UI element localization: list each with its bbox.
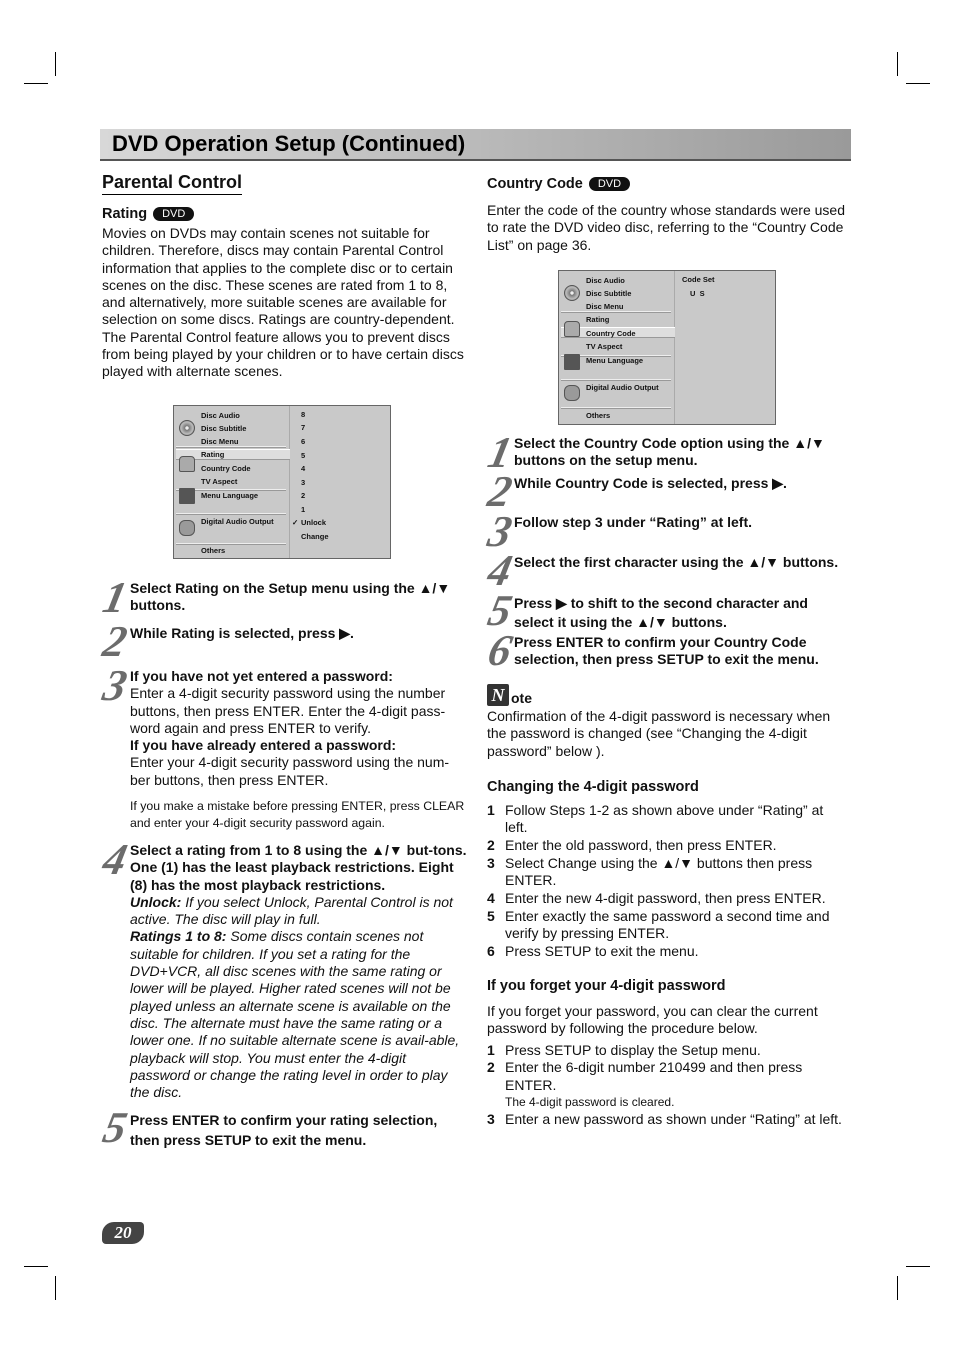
menu-separator [176,513,286,515]
menu-item-rating: Rating [201,450,225,459]
list-text: Select Change using the ▲/▼ buttons then press ENTER. [505,854,813,889]
left-column [102,170,466,381]
step-number: 5 [483,586,515,635]
list-number: 2 [487,836,495,853]
step-text: Select Rating on the Setup menu using the ▲/▼ buttons. [130,580,451,614]
change-password-heading: Changing the 4-digit password [487,778,699,795]
crop-mark [24,83,48,84]
step-number: 5 [98,1103,130,1152]
list-item [487,1059,847,1110]
menu-separator [561,407,671,409]
list-item [487,837,847,854]
list-text: Enter the new 4-digit password, then press ENTER. [505,889,826,906]
menu-separator [176,543,286,545]
menu-item-disc-audio: Disc Audio [201,411,240,420]
rating-option: 5 [301,451,306,460]
menu-item-tv-aspect: TV Aspect [586,342,623,351]
step-number: 3 [98,661,130,710]
section-title-parental-control: Parental Control [102,172,242,195]
country-code-menu-screenshot [558,270,776,425]
step-body [130,842,468,1101]
menu-separator [561,311,671,313]
rating-option: 1 [301,505,306,514]
dvd-badge: DVD [589,177,630,191]
list-item [487,943,847,960]
step-text: Select the first character using the ▲/▼ buttons. [514,554,839,570]
step-number: 2 [98,617,130,666]
forget-password-list [487,1042,847,1128]
menu-item-disc-subtitle: Disc Subtitle [586,289,632,298]
list-number: 4 [487,889,495,906]
menu-item-menu-language: Menu Language [586,356,644,365]
rating-option-change: Change [301,532,329,541]
list-item [487,908,847,943]
list-number: 5 [487,907,495,924]
menu-item-disc-menu: Disc Menu [586,302,624,311]
country-code-heading-text: Country Code [487,176,583,192]
note-label: ote [511,690,532,706]
unlock-paragraph [130,894,468,929]
list-number: 1 [487,1041,495,1058]
check-icon: ✓ [292,518,299,527]
note-text: Confirmation of the 4-digit password is necessary when the password is changed (see “Changing the 4-digit password” below ). [487,708,831,759]
crop-mark [897,52,898,76]
list-text: Enter exactly the same password a second time and verify by pressing ENTER. [505,907,830,941]
rating-option: 8 [301,410,306,419]
step-text: While Rating is selected, press ▶. [130,625,354,641]
step-text: Select a rating from 1 to 8 using the ▲/▼ but-tons. One (1) has the least playback restrictions. Eight (8) has the most playback restrictions. [130,842,467,893]
list-number: 6 [487,942,495,959]
page-number: 20 [102,1222,144,1244]
list-text: Enter a new password as shown under “Rating” at left. [505,1110,842,1127]
rating-option-unlock: Unlock [301,518,327,527]
crop-mark [897,1276,898,1300]
rating-menu-screenshot [173,405,391,559]
step-text: Follow step 3 under “Rating” at left. [514,514,753,530]
list-text: Press SETUP to display the Setup menu. [505,1041,761,1058]
crop-mark [906,83,930,84]
rating-heading-text: Rating [102,206,148,222]
list-text: Press SETUP to exit the menu. [505,942,699,959]
step-text: While Country Code is selected, press ▶. [514,475,787,491]
menu-item-disc-audio: Disc Audio [586,276,625,285]
step-subheading: If you have not yet entered a password: [130,668,393,684]
list-item [487,802,847,837]
menu-item-others: Others [586,411,611,420]
step-body [130,668,466,831]
dvd-badge: DVD [153,207,194,221]
menu-separator [176,446,286,448]
list-note: The 4-digit password is cleared. [505,1095,675,1110]
tv-icon [564,354,580,370]
step-text: Press ENTER to confirm your Country Code selection, then press SETUP to exit the menu. [514,634,819,668]
unlock-text: If you select Unlock, Parental Control is not active. The disc will play in full. [130,893,453,928]
crop-mark [55,52,56,76]
crop-mark [24,1266,48,1267]
menu-item-digital-audio-output: Digital Audio Output [586,383,659,392]
step-text: Press ENTER to confirm your rating selection, then press SETUP to exit the menu. [130,1112,438,1148]
unlock-label: Unlock: [130,893,182,910]
disc-icon [179,420,195,436]
speaker-icon [564,385,580,401]
ratings-label: Ratings 1 to 8: [130,928,227,945]
step-number: 3 [483,507,515,556]
list-text: Enter the 6-digit number 210499 and then press ENTER. [505,1059,803,1093]
tv-icon [179,488,195,504]
list-number: 1 [487,801,495,818]
country-code-intro: Enter the code of the country whose standards were used to rate the DVD video disc, referring to the “Country Code List” on page 36. [487,202,845,253]
ratings-text: Some discs contain scenes not suitable for children. If you set a rating for the DVD+VCR, all disc scenes with the same rating or lower will be played. Higher rated scenes will not be played unless an alternate scene is available on the disc. The alternate must have the same rating or a lower one. If no suitable alternate scene is avail-able, playback will stop. You must enter the 4-digit password or change the rating level in order to play the disc. [130,928,460,1101]
lock-icon [179,456,195,472]
menu-item-digital-audio-output: Digital Audio Output [201,517,274,526]
note-icon: N [487,684,509,706]
rating-option: 4 [301,464,306,473]
menu-item-country-code: Country Code [201,464,251,473]
menu-item-rating: Rating [586,315,610,324]
rating-intro: Movies on DVDs may contain scenes not suitable for children. Therefore, discs may contain Parental Control information that applies to the complete disc or to certain scenes on the disc. These scenes are rated from 1 to 8, and alternatively, more suitable scenes are available for selection on some discs. Ratings are country-dependent. The Parental Control feature allows you to prevent discs from being played by your children or to have certain discs played with alternate scenes. [102,225,464,380]
step-text: Enter your 4-digit security password using the num-ber buttons, then press ENTER. [130,754,450,788]
list-number: 3 [487,1110,495,1127]
ratings-paragraph [130,928,468,1101]
page-title: DVD Operation Setup (Continued) [112,131,466,156]
list-number: 3 [487,854,495,871]
step-number: 4 [98,835,130,884]
list-text: Enter the old password, then press ENTER. [505,836,777,853]
step-number: 1 [98,573,130,622]
menu-item-menu-language: Menu Language [201,491,259,500]
list-item [487,1111,847,1128]
disc-icon [564,285,580,301]
step-note: If you make a mistake before pressing ENTER, press CLEAR and enter your 4-digit security password again. [130,799,465,830]
code-set-label: Code Set [682,275,715,284]
change-password-list [487,802,847,960]
step-number: 2 [483,467,515,516]
rating-option: 7 [301,423,306,432]
step-number: 6 [483,626,515,675]
menu-item-country-code: Country Code [586,329,636,338]
step-text: Select the Country Code option using the ▲/▼ buttons on the setup menu. [514,435,825,469]
rating-heading [102,206,466,222]
forget-password-heading: If you forget your 4-digit password [487,978,726,995]
list-item [487,1042,847,1059]
menu-item-disc-subtitle: Disc Subtitle [201,424,247,433]
crop-mark [55,1276,56,1300]
crop-mark [906,1266,930,1267]
step-number: 4 [483,546,515,595]
right-column-lower [487,668,847,1128]
rating-option: 3 [301,478,306,487]
step-number: 1 [483,428,515,477]
speaker-icon [179,520,195,536]
rating-option: 2 [301,491,306,500]
list-item [487,855,847,890]
country-code-heading [487,176,847,192]
rating-option: 6 [301,437,306,446]
forget-password-intro: If you forget your password, you can clear the current password by following the procedure below. [487,1003,818,1037]
list-text: Follow Steps 1-2 as shown above under “Rating” at left. [505,801,824,836]
menu-item-tv-aspect: TV Aspect [201,477,238,486]
menu-separator [561,379,671,381]
list-number: 2 [487,1059,495,1076]
menu-item-disc-menu: Disc Menu [201,437,239,446]
menu-item-others: Others [201,546,226,555]
lock-icon [564,321,580,337]
step-text: Press ▶ to shift to the second character and select it using the ▲/▼ buttons. [514,595,808,630]
right-column [487,176,847,254]
title-bar [100,129,851,161]
step-text: Enter a 4-digit security password using the number buttons, then press ENTER. Enter the 4-digit pass-word again and press ENTER to verify. [130,685,446,736]
code-value: U S [690,289,705,298]
step-subheading: If you have already entered a password: [130,737,397,754]
list-item [487,890,847,907]
note-heading [487,684,847,706]
